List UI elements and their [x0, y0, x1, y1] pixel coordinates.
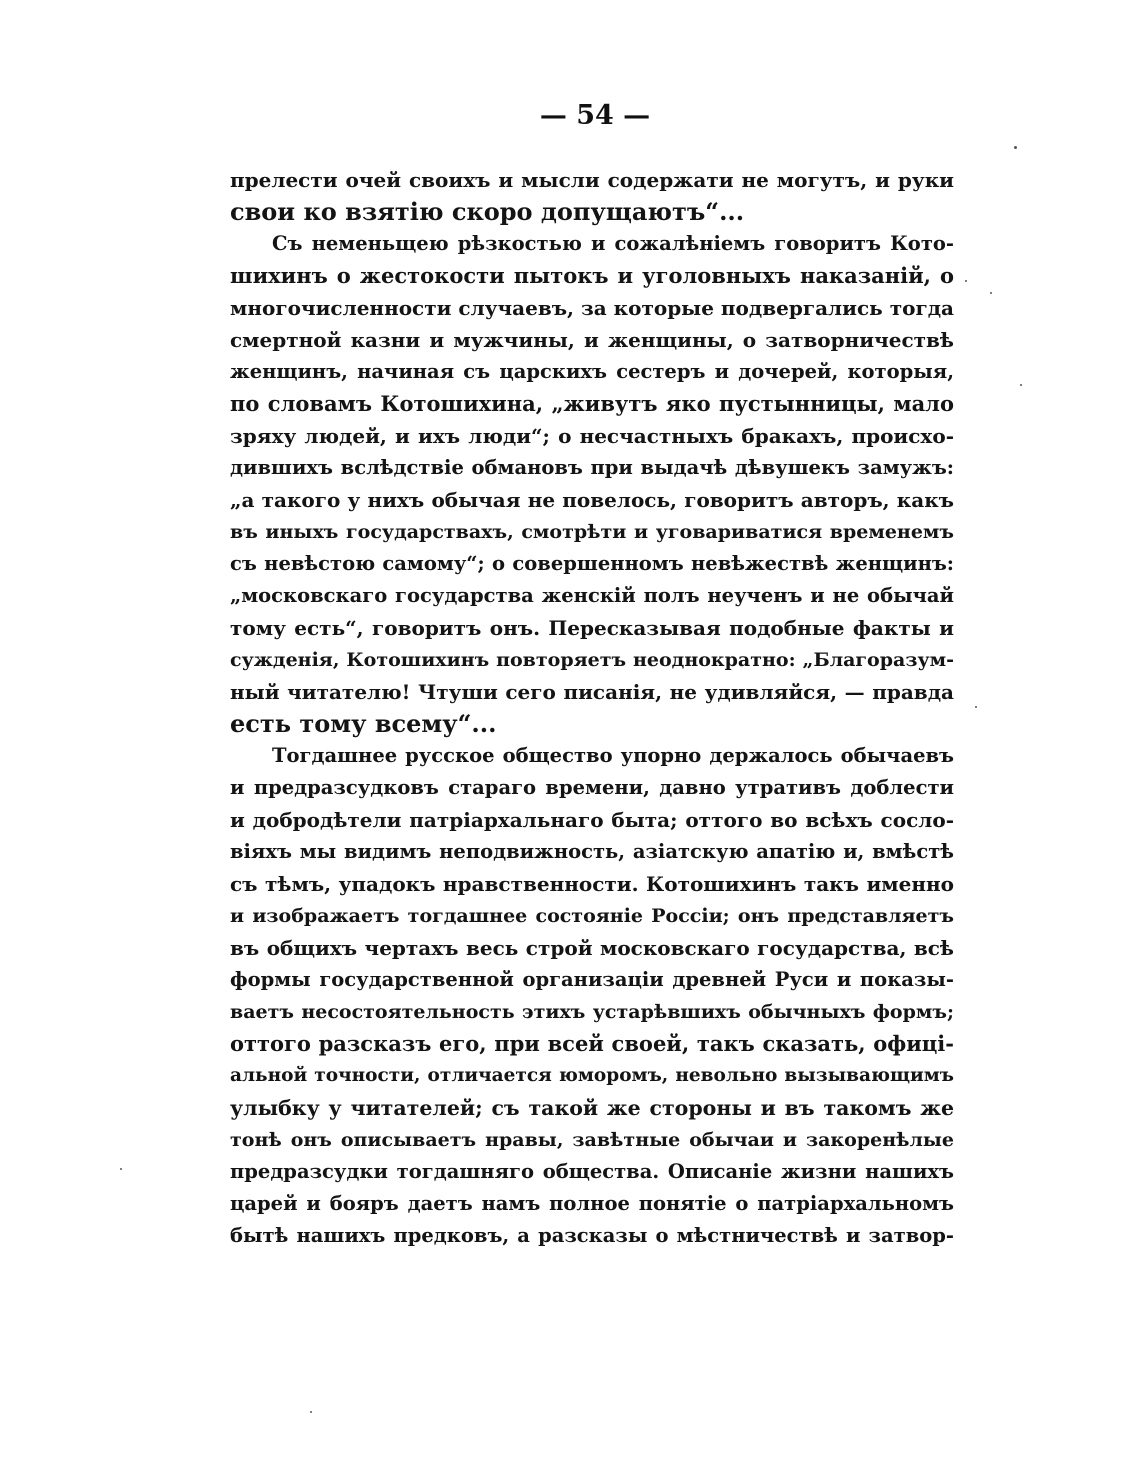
- text-line: улыбку у читателей; съ такой же стороны и въ такомъ же: [230, 1096, 954, 1120]
- text-line: Съ неменьщею рѣзкостью и сожалѣніемъ говоритъ Кото-: [272, 232, 954, 255]
- scan-speck: [120, 1168, 122, 1170]
- text-line: съ тѣмъ, упадокъ нравственности. Котошихинъ такъ именно: [230, 872, 954, 896]
- text-line: віяхъ мы видимъ неподвижность, азіатскую апатію и, вмѣстѣ: [230, 840, 954, 863]
- text-line: многочисленности случаевъ, за которые подвергались тогда: [230, 296, 954, 320]
- scan-speck: [1014, 146, 1017, 149]
- text-line: въ иныхъ государствахъ, смотрѣти и уговариватися временемъ: [230, 521, 954, 543]
- scan-speck: [990, 292, 992, 294]
- text-line: есть тому всему“...: [230, 709, 497, 738]
- scan-speck: [1020, 384, 1022, 386]
- text-line: женщинъ, начиная съ царскихъ сестеръ и дочерей, которыя,: [230, 360, 954, 383]
- text-line: шихинъ о жестокости пытокъ и уголовныхъ наказаній, о: [230, 263, 954, 288]
- text-line: оттого разсказъ его, при всей своей, такъ сказать, офиці-: [230, 1031, 954, 1056]
- text-line: смертной казни и мужчины, и женщины, о затворничествѣ: [230, 328, 954, 352]
- text-line: „а такого у нихъ обычая не повелось, говоритъ авторъ, какъ: [230, 488, 954, 512]
- scan-speck: [310, 1411, 312, 1413]
- scan-speck: [965, 280, 967, 282]
- text-line: „московскаго государства женскій полъ неученъ и не обычай: [230, 584, 954, 607]
- text-line: въ общихъ чертахъ весь строй московскаго государства, всѣ: [230, 936, 954, 960]
- text-line: Тогдашнее русское общество упорно держалось обычаевъ: [272, 744, 954, 767]
- text-line: дившихъ вслѣдствіе обмановъ при выдачѣ дѣвушекъ замужъ:: [230, 456, 954, 479]
- text-line: предразсудки тогдашняго общества. Описаніе жизни нашихъ: [230, 1160, 954, 1183]
- text-line: по словамъ Котошихина, „живутъ яко пустынницы, мало: [230, 391, 954, 416]
- text-line: и изображаетъ тогдашнее состояніе Россіи; онъ представляетъ: [230, 905, 954, 927]
- text-line: бытѣ нашихъ предковъ, а разсказы о мѣстничествѣ и затвор-: [230, 1224, 954, 1247]
- text-line: формы государственной организаціи древней Руси и показы-: [230, 968, 954, 991]
- text-line: и добродѣтели патріархальнаго быта; оттого во всѣхъ сосло-: [230, 808, 954, 832]
- text-line: царей и бояръ даетъ намъ полное понятіе о патріархальномъ: [230, 1192, 954, 1215]
- scan-speck: [975, 706, 977, 708]
- text-line: альной точности, отличается юморомъ, невольно вызывающимъ: [230, 1065, 954, 1086]
- text-line: тому есть“, говоритъ онъ. Пересказывая подобные факты и: [230, 616, 954, 640]
- text-line: сужденія, Котошихинъ повторяетъ неоднократно: „Благоразум-: [230, 649, 954, 671]
- text-line: ваетъ несостоятельность этихъ устарѣвшихъ обычныхъ формъ;: [230, 1001, 954, 1023]
- page-number: — 54 —: [539, 100, 651, 131]
- text-line: зряху людей, и ихъ люди“; о несчастныхъ бракахъ, происхо-: [230, 424, 954, 448]
- text-line: ный читателю! Чтуши сего писанія, не удивляйся, — правда: [230, 680, 954, 704]
- text-line: и предразсудковъ стараго времени, давно утративъ доблести: [230, 776, 954, 799]
- text-line: свои ко взятію скоро допущаютъ“...: [230, 197, 745, 226]
- text-line: съ невѣстою самому“; о совершенномъ невѣжествѣ женщинъ:: [230, 552, 954, 575]
- text-line: тонѣ онъ описываетъ нравы, завѣтные обычаи и закоренѣлые: [230, 1129, 954, 1151]
- text-line: прелести очей своихъ и мысли содержати не могутъ, и руки: [230, 168, 954, 192]
